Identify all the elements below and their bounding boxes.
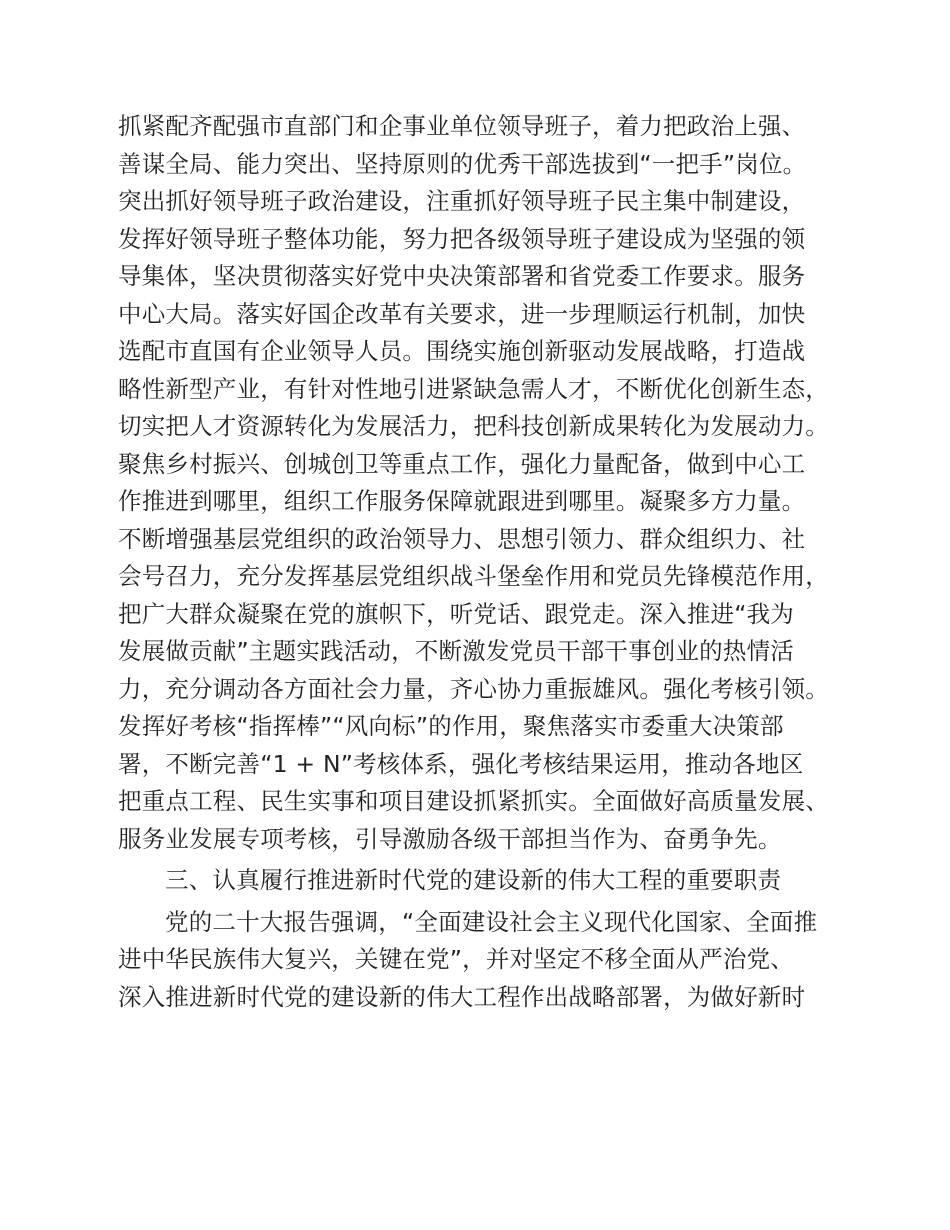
text-line: 切实把人才资源转化为发展活力，把科技创新成果转化为发展动力。 — [118, 412, 829, 440]
text-line: 力，充分调动各方面社会力量，齐心协力重振雄风。强化考核引领。 — [118, 674, 829, 703]
text-line: 服务业发展专项考核，引导激励各级干部担当作为、奋勇争先。 — [118, 824, 782, 853]
paragraph-1 — [118, 108, 858, 858]
text-line: 发挥好考核“指挥棒”“风向标”的作用，聚焦落实市委重大决策部 — [118, 712, 784, 740]
text-line: 选配市直国有企业领导人员。围绕实施创新驱动发展战略，打造战 — [118, 337, 806, 365]
text-line: 发展做贡献”主题实践活动，不断激发党员干部干事创业的热情活 — [118, 637, 794, 665]
text-line: 发挥好领导班子整体功能，努力把各级领导班子建设成为坚强的领 — [118, 224, 806, 253]
text-line: 抓紧配齐配强市直部门和企事业单位领导班子，着力把政治上强、 — [118, 112, 806, 140]
document-body — [118, 108, 858, 1016]
paragraph-2 — [118, 904, 858, 1017]
section-heading: 三、认真履行推进新时代党的建设新的伟大工程的重要职责 — [165, 866, 782, 894]
text-line: 导集体，坚决贯彻落实好党中央决策部署和省党委工作要求。服务 — [118, 262, 806, 290]
text-line: 深入推进新时代党的建设新的伟大工程作出战略部署，为做好新时 — [118, 982, 806, 1011]
text-line: 中心大局。落实好国企改革有关要求，进一步理顺运行机制，加快 — [118, 299, 806, 328]
text-line: 党的二十大报告强调，“全面建设社会主义现代化国家、全面推 — [165, 907, 818, 936]
text-line: 作推进到哪里，组织工作服务保障就跟进到哪里。凝聚多方力量。 — [118, 487, 806, 515]
text-line: 进中华民族伟大复兴，关键在党”，并对坚定不移全面从严治党、 — [118, 945, 794, 973]
text-line: 把广大群众凝聚在党的旗帜下，听党话、跟党走。深入推进“我为 — [118, 599, 794, 628]
text-line: 聚焦乡村振兴、创城创卫等重点工作，强化力量配备，做到中心工 — [118, 449, 806, 478]
text-line: 善谋全局、能力突出、坚持原则的优秀干部选拔到“一把手”岗位。 — [118, 149, 807, 178]
text-line: 不断增强基层党组织的政治领导力、思想引领力、群众组织力、社 — [118, 524, 806, 553]
text-line: 署，不断完善“1 + N”考核体系，强化考核结果运用，推动各地区 — [118, 749, 804, 778]
text-line: 把重点工程、民生实事和项目建设抓紧抓实。全面做好高质量发展、 — [118, 787, 829, 815]
text-line: 略性新型产业，有针对性地引进紧缺急需人才，不断优化创新生态， — [118, 374, 829, 403]
text-line: 会号召力，充分发挥基层党组织战斗堡垒作用和党员先锋模范作用， — [118, 562, 829, 590]
text-line: 突出抓好领导班子政治建设，注重抓好领导班子民主集中制建设， — [118, 187, 806, 215]
